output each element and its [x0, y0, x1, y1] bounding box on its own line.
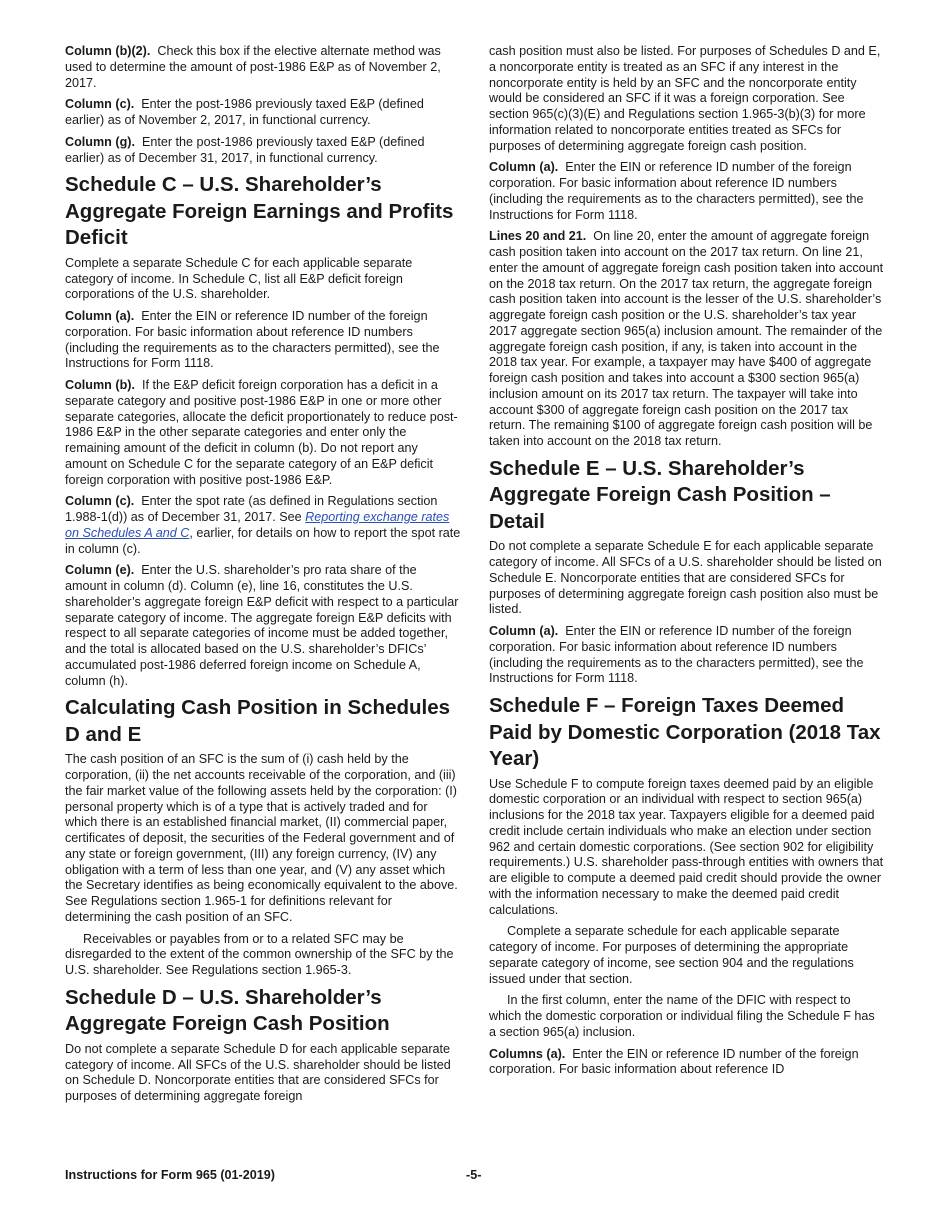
paragraph-text: On line 20, enter the amount of aggregate foreign cash position taken into account on the 2017 tax return. On line 21, enter the amount of aggregate foreign cash position taken into account on the 2018 tax return. On the 2017 tax return, the aggregate foreign cash position taken into account is the lesser of the U.S. shareholder’s aggregate foreign cash position or the U.S. shareholder’s tax year 2017 aggregate section 965(a) inclusion amount. The remainder of the aggregate foreign cash position, if any, is taken into account in the 2018 tax year. For example, a taxpayer may have $400 of aggregate foreign cash position and takes into account a $300 section 965(a) inclusion amount on its 2017 tax return. The taxpayer will take into account $300 of aggregate foreign cash position on the 2017 tax return. The remaining $100 of aggregate foreign cash position will be taken into account on the 2018 tax return.: [489, 229, 884, 448]
paragraph-lead: Column (a).: [489, 624, 559, 638]
paragraph: Do not complete a separate Schedule D for each applicable separate category of income. All SFCs of the U.S. shareholder should be listed on Schedule D. Noncorporate entities that are considered SFCs for purposes of determining aggregate foreign: [65, 1041, 451, 1103]
paragraph: [65, 309, 461, 372]
paragraph-lead: Column (a).: [65, 309, 135, 323]
section-heading-schedule-d: Schedule D – U.S. Shareholder’s Aggregate Foreign Cash Position: [65, 985, 390, 1036]
paragraph-lead: Column (c).: [65, 494, 135, 509]
section-heading-schedule-e: Schedule E – U.S. Shareholder’s Aggregate Foreign Cash Position – Detail: [489, 456, 831, 533]
paragraph: Complete a separate Schedule C for each applicable separate category of income. In Schedule C, list all E&P deficit foreign corporations of the U.S. shareholder.: [65, 255, 413, 302]
paragraph: [489, 229, 885, 450]
paragraph: [65, 494, 461, 557]
paragraph-text: Enter the post-1986 previously taxed E&P (defined earlier) as of November 2, 2017, in functional currency.: [65, 97, 424, 127]
paragraph-lead: Column (g).: [65, 134, 135, 149]
paragraph: [489, 624, 885, 687]
paragraph: Receivables or payables from or to a related SFC may be disregarded to the extent of the common ownership of the SFC by the U.S. shareholder. See Regulations section 1.965-3.: [65, 931, 454, 977]
paragraph: cash position must also be listed. For purposes of Schedules D and E, a noncorporate entity is treated as an SFC if any interest in the noncorporate entity is held by an SFC and the noncorporate entity would be considered an SFC if it was a foreign corporation. See section 965(c)(3)(E) and Regulations section 1.965-3(b)(3) for more information related to noncorporate entities treated as SFCs for purposes of determining aggregate foreign cash position.: [489, 44, 881, 153]
page-number: -5-: [466, 1168, 482, 1182]
paragraph: [65, 563, 461, 689]
paragraph-lead: Column (b)(2).: [65, 44, 151, 58]
paragraph: [489, 1047, 885, 1079]
paragraph: The cash position of an SFC is the sum of (i) cash held by the corporation, (ii) the net accounts receivable of the corporation, and (iii) the fair market value of the following assets held by the corporation: (I) personal property which is of a type that is actively traded and for which there is an established financial market, (II) commercial paper, certificates of deposit, the securities of the Federal government and of any state or foreign government, (III) any foreign currency, (IV) any obligation with a term of less than one year, and (V) any asset which the Secretary identifies as being economically equivalent to the above. See Regulations section 1.965-1 for definitions relevant for determining the cash position of an SFC.: [65, 752, 458, 924]
paragraph-lead: Columns (a).: [489, 1046, 566, 1061]
section-heading-schedule-f: Schedule F – Foreign Taxes Deemed Paid by Domestic Corporation (2018 Tax Year): [489, 694, 881, 770]
paragraph-text: Enter the EIN or reference ID number of the foreign corporation. For basic information about reference ID numbers (including the requirements as to the characters permitted), see the Instructions for Form 1118.: [489, 624, 864, 686]
paragraph-lead: Column (b).: [65, 378, 135, 392]
paragraph-text: Enter the EIN or reference ID number of the foreign corporation. For basic information about reference ID numbers (including the requirements as to the characters permitted), see the Instructions for Form 1118.: [65, 309, 440, 371]
paragraph-text: Enter the EIN or reference ID number of the foreign corporation. For basic information about reference ID numbers (including the requirements as to the characters permitted), see the Instructions for Form 1118.: [489, 160, 864, 222]
paragraph-text: , earlier, for details on how to report the spot rate in column (c).: [65, 525, 461, 556]
paragraph: [65, 135, 461, 167]
paragraph-lead: Column (e).: [65, 563, 135, 578]
paragraph-text: Check this box if the elective alternate method was used to determine the amount of post-1986 E&P as of November 2, 2017.: [65, 44, 441, 90]
paragraph-text: Enter the post-1986 previously taxed E&P (defined earlier) as of December 31, 2017, in functional currency.: [65, 134, 425, 165]
paragraph-lead: Column (c).: [65, 97, 135, 112]
paragraph: Do not complete a separate Schedule E for each applicable separate category of income. All SFCs of a U.S. shareholder should be listed on Schedule E. Noncorporate entities that are considered SFCs for purposes of determining aggregate foreign cash position also must be listed.: [489, 539, 882, 617]
paragraph: [65, 44, 461, 91]
paragraph: Use Schedule F to compute foreign taxes deemed paid by an eligible domestic corporation or an individual with respect to section 965(a) inclusions for the 2018 tax year. Taxpayers eligible for a deemed paid credit include certain individuals who make an election under section 962 and certain domestic corporations. (See section 902 for eligibility requirements.) U.S. shareholder pass-through entities with owners that are eligible to compute a deemed paid credit should provide the owner with the information necessary to make the deemed paid credit calculations.: [489, 776, 884, 917]
paragraph: [489, 160, 885, 223]
paragraph: [65, 378, 461, 488]
paragraph-lead: Column (a).: [489, 160, 559, 175]
footer-form-title: Instructions for Form 965 (01-2019): [65, 1168, 275, 1182]
section-heading-cash-position: Calculating Cash Position in Schedules D and E: [65, 696, 451, 746]
reporting-exchange-rates-link[interactable]: Reporting exchange rates on Schedules A and C: [65, 510, 450, 540]
paragraph: In the first column, enter the name of the DFIC with respect to which the domestic corporation or individual filing the Schedule F has a section 965(a) inclusion.: [489, 993, 875, 1039]
section-heading-schedule-c: Schedule C – U.S. Shareholder’s Aggregate Foreign Earnings and Profits Deficit: [65, 173, 454, 250]
paragraph-text: Enter the U.S. shareholder’s pro rata share of the amount in column (d). Column (e), line 16, constitutes the U.S. shareholder’s aggregate foreign E&P deficit with respect to a particular separate category of income. The aggregate foreign E&P deficits with respect to all separate categories of income must be added together, and the total is allocated based on the U.S. shareholder’s DFICs’ accumulated post-1986 deferred foreign income on Schedule A, column (h).: [65, 563, 459, 688]
paragraph-text: Enter the EIN or reference ID number of the foreign corporation. For basic information about reference ID: [489, 1046, 859, 1077]
left-column: [65, 44, 461, 1111]
paragraph: Complete a separate schedule for each applicable separate category of income. For purposes of determining the appropriate separate category of income, see section 904 and the regulations issued under that section.: [489, 924, 854, 986]
paragraph: [65, 97, 461, 129]
paragraph-text: If the E&P deficit foreign corporation has a deficit in a separate category and positive post-1986 E&P in one or more other separate categories, allocate the deficit proportionately to reduce post-1986 E&P in the other separate categories and enter only the remaining amount of the deficit in column (b). Do not report any amount on Schedule C for the separate category of an E&P deficit foreign corporation with positive post-1986 E&P.: [65, 378, 458, 487]
paragraph-lead: Lines 20 and 21.: [489, 229, 587, 244]
paragraph-text: Enter the spot rate (as defined in Regulations section 1.988-1(d)) as of December 31, 2017. See: [65, 494, 438, 524]
right-column: [489, 44, 885, 1084]
